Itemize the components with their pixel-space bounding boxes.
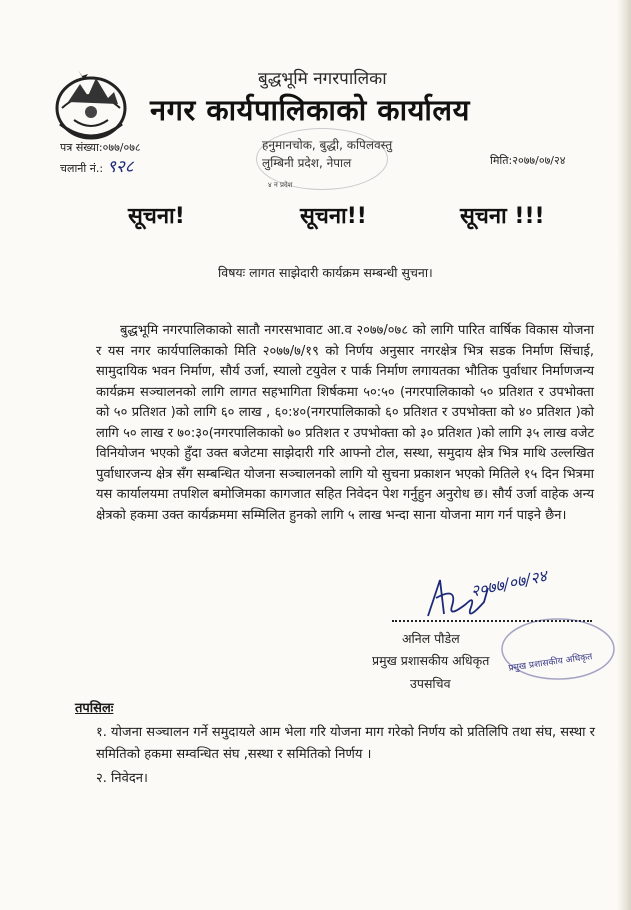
dispatch-label: चलानी नं.: [60, 162, 104, 175]
signatory-subtitle: उपसचिव [410, 676, 451, 691]
office-title: नगर कार्यपालिकाको कार्यालय [150, 93, 470, 127]
notice-body: बुद्धभूमि नगरपालिकाको सातौ नगरसभावाट आ.व २०७७/०७८ को लागि पारित वार्षिक विकास योजना र यस नगर कार्यपालिकाको मिति २०७७/७/१९ को निर्णय अनुसार नगरक्षेत्र भित्र सडक निर्माण सिंचाई, सामुदायिक भवन निर्माण, सौर्य उर्जा, स्यालो टयुवेल र पार्क निर्माण लगायतका भौतिक पुर्वाधार निर्माणजन्य कार्यक्रम सञ्चालनको लागि लागत सहभागिता शिर्षकमा ५०:५० (नगरपालिकाको ५० प्रतिशत र उपभोक्ता को ५० प्रतिशत )को लागि ६० लाख , ६०:४०(नगरपालिकाको ६० प्रतिशत र उपभोक्ता को ४० प्रतिशत )को लागि ५० लाख र ७०:३०(नगरपालिकाको ७० प्रतिशत र उपभोक्ता को ३० प्रतिशत )को लागि ३५ लाख वजेट विनियोजन भएको हुँदा उक्त बजेटमा साझेदारी गरि आफ्नो टोल, सस्था, समुदाय क्षेत्र भित्र माथि उल्लखित पुर्वाधारजन्य क्षेत्र सँग सम्बन्धित योजना सञ्चालनको लागि यो सुचना प्रकाशन भएको मितिले १५ दिन भित्रमा यस कार्यालयमा तपशिल बमोजिमका कागजात सहित निवेदन पेश गर्नुहुन अनुरोध छ। सौर्य उर्जा वाहेक अन्य क्षेत्रको हकमा उक्त कार्यक्रममा सम्मिलित हुनको लागि ५ लाख भन्दा साना योजना माग गर्न पाइने छैन। [96, 323, 594, 523]
notice-heading-2: सूचना!! [300, 204, 367, 229]
reference-number [60, 140, 141, 155]
signatory-name: अनिल पौडेल [402, 631, 460, 646]
annex-heading: तपसिलः [75, 701, 114, 716]
signature-date-handwritten: २०७७/०७/२४ [468, 566, 549, 601]
address-line-1: हनुमानचोक, बुद्धी, कपिलवस्तु [262, 138, 393, 152]
municipality-name: बुद्धभूमि नगरपालिका [258, 69, 387, 89]
notice-heading-1: सूचना! [128, 204, 185, 229]
annex-item-1: १. योजना सञ्चालन गर्ने समुदायले आम भेला गरि योजना माग गरेको निर्णय को प्रतिलिपि तथा संघ, सस्था र समितिको हकमा सम्वन्धित संघ ,सस्था र समितिको निर्णय । [96, 725, 595, 762]
signatory-title: प्रमुख प्रशासकीय अधिकृत [372, 653, 490, 668]
ref-label: पत्र संख्या: [60, 141, 103, 154]
official-stamp-icon [498, 614, 618, 684]
stamp-blue-text: प्रमुख प्रशासकीय अधिकृत [507, 652, 593, 674]
ref-value: ०७७/०७८ [102, 141, 141, 154]
dispatch-value: ९२८ [107, 157, 134, 177]
annex-item-2: २. निवेदन। [96, 771, 148, 786]
nepal-emblem-icon [52, 62, 130, 142]
dispatch-number [60, 154, 134, 177]
paper-edge [617, 0, 631, 910]
subject-line: विषयः लागत साझेदारी कार्यक्रम सम्बन्धी सुचना। [218, 265, 433, 280]
date-value: २०७७/०७/२४ [512, 154, 566, 167]
letter-date [490, 153, 565, 168]
address-line-2: लुम्बिनी प्रदेश, नेपाल [262, 156, 352, 170]
notice-heading-3: सूचना !!! [460, 204, 545, 229]
date-label: मिति: [490, 154, 513, 167]
stamp-small-text: ४ न प्रदेश [268, 181, 293, 189]
